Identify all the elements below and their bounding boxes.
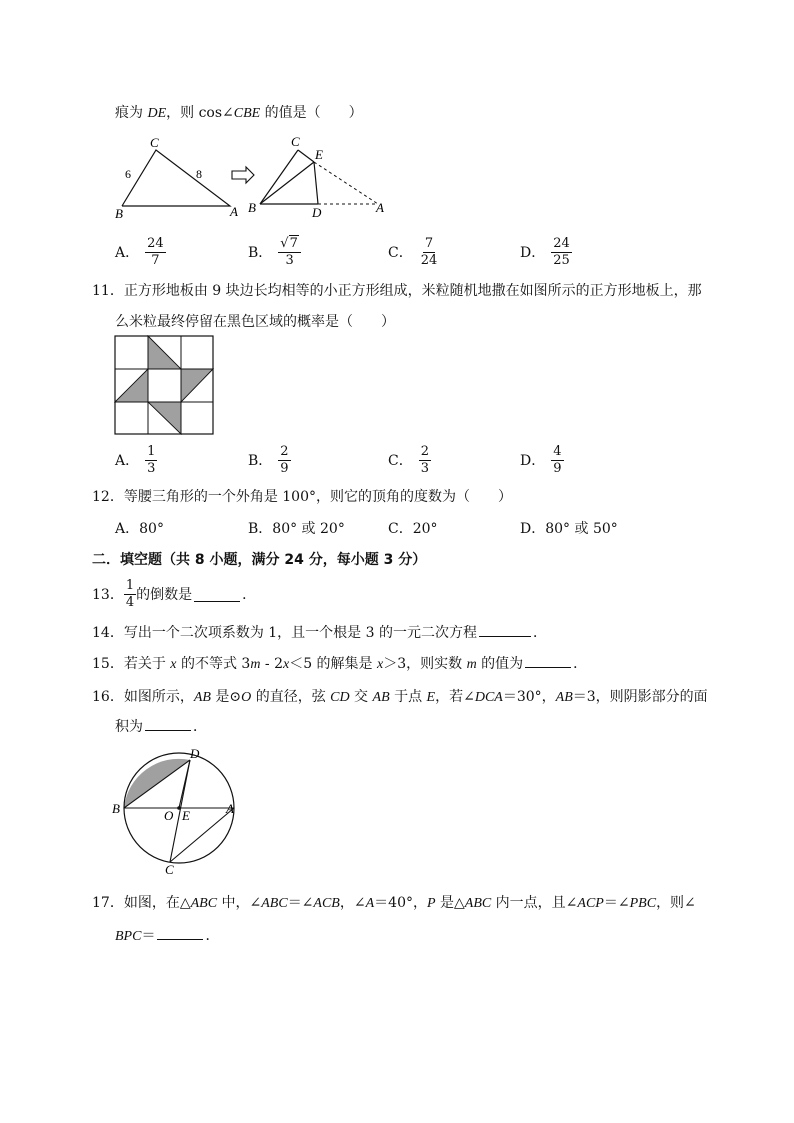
option-text: 20° [412, 521, 438, 537]
q17-text-c: ＝∠ [287, 895, 314, 911]
q10-stem-a: 痕为 [115, 105, 143, 121]
q12-option-c[interactable] [388, 518, 438, 538]
q10-option-a[interactable] [115, 232, 166, 272]
q11-line2: 么米粒最终停留在黑色区域的概率是（ ） [115, 314, 395, 330]
q10-label-c1: C [150, 135, 159, 150]
option-label: A． [115, 453, 140, 469]
numerator: 7 [424, 235, 434, 251]
q10-figure [112, 128, 392, 220]
q10-side-bc: 6 [125, 167, 131, 181]
fraction [278, 444, 290, 477]
q10-label-a2: A [376, 200, 384, 215]
q10-label-d: D [312, 205, 322, 220]
q17-text-i: ，则∠ [656, 895, 696, 911]
q12-stem: 12．等腰三角形的一个外角是 100°，则它的顶角的度数为（ ） [92, 489, 512, 505]
q15-end: ． [573, 656, 588, 672]
q10-label-e: E [315, 147, 323, 162]
q17-line2 [115, 925, 219, 945]
q16-text-c: 的直径，弦 [251, 689, 331, 705]
option-text: 80° 或 20° [272, 521, 345, 537]
q11-option-a[interactable] [115, 440, 157, 480]
radicand: 7 [289, 235, 298, 251]
q16-text-g: ＝30°， [502, 689, 556, 705]
var-o: O [241, 690, 252, 705]
q11-figure [114, 335, 214, 435]
option-label: B． [248, 521, 273, 537]
option-label: D． [520, 245, 546, 261]
denominator: 9 [553, 460, 562, 476]
q15-text-e: ＞3，则实数 [383, 656, 467, 672]
q14-end: ． [532, 625, 547, 641]
fraction [551, 444, 563, 477]
option-label: C． [388, 453, 413, 469]
q13-answer-blank[interactable] [194, 587, 240, 602]
numerator: 4 [553, 443, 562, 459]
q17-end: ． [205, 928, 220, 944]
q15-text-d: ＜5 的解集是 [289, 656, 378, 672]
numerator: 24 [553, 235, 570, 251]
q16-text-a: 16．如图所示， [92, 689, 194, 705]
q15-text-b: 的不等式 3 [180, 656, 251, 672]
var-ab: AB [193, 690, 211, 705]
q11-option-b[interactable] [248, 440, 291, 480]
q16-label-d: D [190, 746, 200, 761]
q10-var-de: DE [147, 106, 167, 121]
var-e: E [426, 690, 436, 705]
q10-label-a1: A [230, 204, 238, 219]
q12-options [115, 518, 675, 536]
q13-end: ． [242, 587, 257, 603]
var-acp: ACP [577, 896, 604, 911]
fraction [145, 444, 157, 477]
q13-fraction [124, 578, 136, 611]
q13 [92, 576, 256, 612]
var-m: m [250, 657, 261, 672]
q11-options [115, 440, 675, 480]
q17-answer-blank[interactable] [157, 925, 203, 940]
q16-text-line2: 积为 [115, 719, 143, 735]
q16-label-b: B [112, 801, 120, 816]
q14-answer-blank[interactable] [479, 622, 531, 637]
q16-text-e: 于点 [389, 689, 427, 705]
q10-stem [115, 102, 363, 122]
q16-label-e: E [182, 808, 190, 823]
q11-line1: 11．正方形地板由 9 块边长均相等的小正方形组成，米粒随机地撒在如图所示的正方形地板上，那 [92, 283, 702, 299]
var-cd: CD [330, 690, 350, 705]
option-label: A． [115, 245, 140, 261]
var-x: x [170, 657, 177, 672]
q17-text-j: ＝ [141, 928, 156, 944]
denominator: 3 [147, 460, 156, 476]
numerator: 2 [280, 443, 289, 459]
q17-text-f: 是△ [435, 895, 465, 911]
var-pbc: PBC [629, 896, 657, 911]
q16-label-a: A [226, 801, 234, 816]
var-dca: DCA [474, 690, 503, 705]
q16-line2 [115, 716, 207, 736]
q16-text-d: 交 [349, 689, 373, 705]
var-abc: ABC [464, 896, 492, 911]
q14 [92, 622, 547, 642]
section-2-title: 二．填空题（共 8 小题，满分 24 分，每小题 3 分） [92, 552, 427, 568]
denominator: 4 [125, 594, 135, 610]
q15 [92, 653, 587, 673]
q15-answer-blank[interactable] [525, 653, 571, 668]
q15-text-f: 的值为 [476, 656, 524, 672]
sqrt: √7 [280, 235, 298, 251]
var-x: x [377, 657, 384, 672]
q10-label-c2: C [291, 134, 300, 149]
var-acb: ACB [313, 896, 340, 911]
q10-options [115, 232, 675, 272]
q16-answer-blank[interactable] [145, 716, 191, 731]
var-bpc: BPC [115, 929, 142, 944]
fraction [419, 236, 440, 269]
var-m: m [466, 657, 477, 672]
var-x: x [282, 657, 290, 672]
option-label: C． [388, 245, 413, 261]
q16-text-b: 是⊙ [210, 689, 242, 705]
q11-option-c[interactable] [388, 440, 431, 480]
denominator: 25 [553, 252, 570, 268]
fraction [419, 444, 431, 477]
numerator: 2 [420, 443, 429, 459]
q12-option-a[interactable] [115, 518, 164, 538]
q10-side-ca: 8 [196, 167, 202, 181]
var-abc: ABC [190, 896, 218, 911]
var-ab: AB [555, 690, 573, 705]
option-label: C． [388, 521, 413, 537]
q10-option-b[interactable] [248, 232, 301, 272]
denominator: 9 [280, 460, 289, 476]
fraction [278, 236, 301, 269]
q15-text-c: - 2 [260, 656, 283, 672]
q16-label-c: C [165, 862, 174, 876]
q16-figure [110, 744, 242, 876]
numerator: 1 [147, 443, 156, 459]
option-label: D． [520, 453, 546, 469]
q14-text: 14．写出一个二次项系数为 1，且一个根是 3 的一元二次方程 [92, 625, 477, 641]
q17-line1 [92, 892, 696, 912]
q17-text-e: ＝40°， [374, 895, 427, 911]
denominator: 7 [151, 252, 160, 268]
numerator: 1 [125, 577, 135, 593]
q12-option-b[interactable] [248, 518, 345, 538]
option-label: D． [520, 521, 546, 537]
q10-label-b2: B [248, 200, 256, 215]
q15-text-a: 15．若关于 [92, 656, 166, 672]
var-abc: ABC [261, 896, 288, 911]
q16-text-f: ，若∠ [435, 689, 475, 705]
q10-stem-c: 的值是（ ） [264, 105, 363, 121]
denominator: 3 [420, 460, 429, 476]
var-a: A [365, 896, 375, 911]
q10-option-d[interactable] [520, 232, 572, 272]
q17-text-d: ，∠ [339, 895, 366, 911]
q17-text-b: 中，∠ [217, 895, 262, 911]
q17-text-a: 17．如图，在△ [92, 895, 191, 911]
var-ab: AB [372, 690, 390, 705]
q10-var-cbe: CBE [233, 106, 261, 121]
option-label: B． [248, 453, 273, 469]
fraction [145, 236, 166, 269]
q10-option-c[interactable] [388, 232, 439, 272]
q16-text-h: ＝3，则阴影部分的面 [572, 689, 708, 705]
q16-end: ． [193, 719, 207, 735]
q13-num: 13． [92, 587, 124, 603]
numerator: 24 [147, 235, 164, 251]
q12-option-d[interactable] [520, 518, 618, 538]
denominator: 3 [285, 252, 294, 268]
q13-text: 的倒数是 [136, 587, 193, 603]
fraction [551, 236, 572, 269]
q11-option-d[interactable] [520, 440, 564, 480]
option-text: 80° [139, 521, 164, 537]
q16-label-o: O [164, 808, 174, 823]
q10-label-b1: B [115, 206, 123, 220]
option-label: B． [248, 245, 273, 261]
q16-line1 [92, 686, 708, 706]
option-text: 80° 或 50° [545, 521, 618, 537]
q17-text-g: 内一点，且∠ [491, 895, 578, 911]
numerator [278, 236, 301, 253]
option-label: A． [115, 521, 140, 537]
var-p: P [427, 896, 436, 911]
denominator: 24 [420, 252, 438, 268]
q17-text-h: ＝∠ [603, 895, 630, 911]
q10-stem-b: ，则 cos∠ [166, 105, 234, 121]
